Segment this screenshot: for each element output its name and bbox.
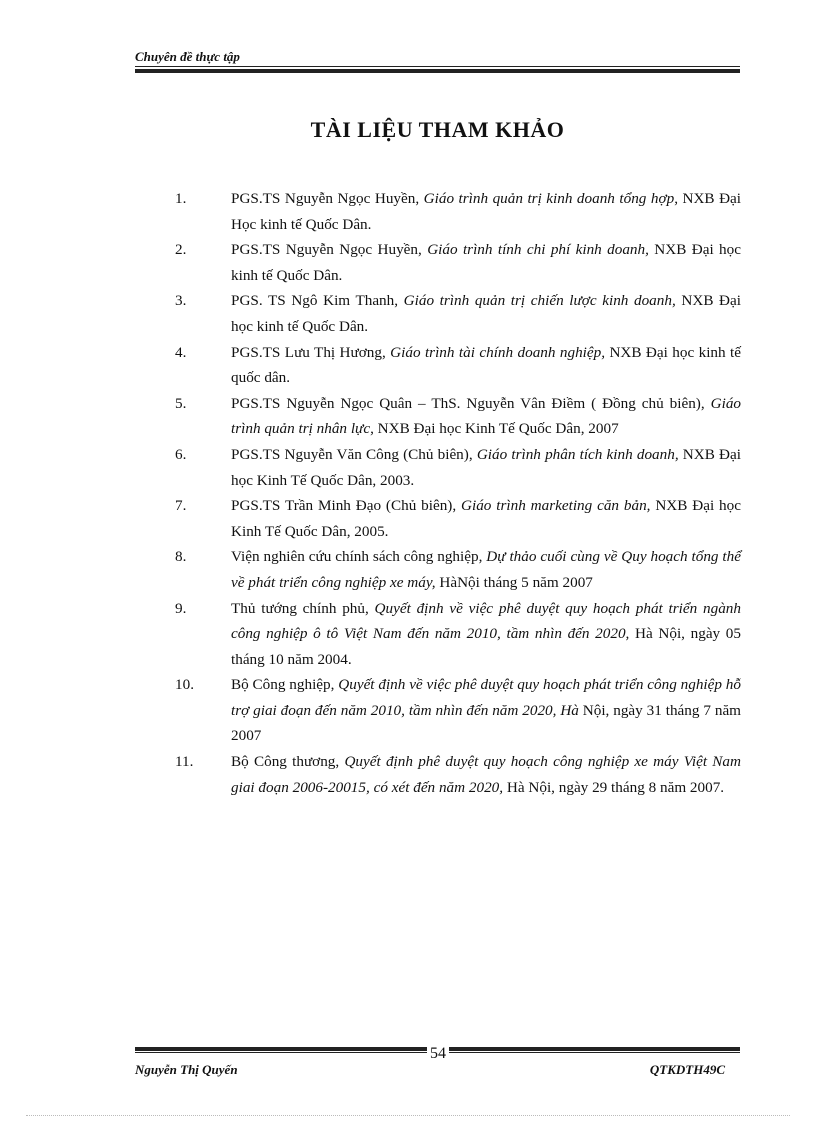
reference-work-title: Giáo trình quản trị kinh doanh tổng hợp [423,190,675,207]
reference-work-title: Giáo trình phân tích kinh doanh, [476,445,679,463]
reference-work-title: Quyết định phê duyệt quy hoạch công nghiệp xe máy Việt Nam giai đoạn 2006-20015, có xét đến năm 2020, [231,753,741,796]
reference-item [175,237,741,288]
reference-publisher: , NXB Đại học Kinh Tế Quốc Dân, 2007 [370,420,619,438]
page-header [135,49,740,73]
reference-text [231,672,741,749]
reference-author: PGS.TS Lưu Thị Hương, [231,343,391,361]
reference-author: PGS.TS Nguyễn Văn Công (Chủ biên), [231,445,477,463]
reference-text [231,442,741,493]
reference-text [231,288,741,339]
reference-author: Viện nghiên cứu chính sách công nghiệp, [231,548,487,566]
reference-text [231,493,741,544]
reference-publisher: , NXB Đại Học kinh tế Quốc Dân. [231,190,741,233]
reference-number: 1. [175,190,187,207]
reference-text [231,237,741,288]
reference-item [175,288,741,339]
reference-text [231,186,741,237]
reference-number: 8. [175,548,187,566]
reference-publisher: Hà Nội, ngày 29 tháng 8 năm 2007. [503,778,725,796]
reference-item [175,749,741,800]
reference-publisher: NXB Đại học Kinh Tế Quốc Dân, 2005. [231,497,741,540]
reference-number: 11. [175,753,194,771]
page-number: 54 [427,1045,449,1063]
reference-author: Bộ Công nghiệp, [231,676,339,694]
reference-item [175,493,741,544]
reference-work-title: Giáo trình marketing căn bản, [461,497,651,515]
page-title: TÀI LIỆU THAM KHẢO [310,117,565,142]
reference-author: Thủ tướng chính phủ, [231,599,375,617]
reference-number: 3. [175,292,187,310]
reference-number: 6. [175,445,187,463]
reference-item [175,186,741,237]
reference-text [231,340,741,391]
reference-publisher: NXB Đại học Kinh Tế Quốc Dân, 2003. [231,445,741,489]
reference-work-title: Giáo trình tính chi phí kinh doanh, [427,241,649,259]
reference-number: 7. [175,497,187,515]
page-bottom-border [26,1115,790,1116]
reference-number: 2. [175,241,187,259]
reference-work-title: Giáo trình tài chính doanh nghiệp, [390,343,606,361]
reference-text [231,596,741,673]
page-footer [135,1047,740,1075]
reference-item [175,391,741,442]
reference-publisher: Nội, ngày 31 tháng 7 năm 2007 [231,701,742,745]
reference-author: PGS. TS Ngô Kim Thanh, [231,292,404,310]
header-rule-thin [135,66,740,67]
reference-item [175,340,741,391]
reference-text [231,391,741,442]
reference-number: 4. [175,343,187,361]
reference-author: PGS.TS Nguyễn Ngọc Huyền, [231,190,424,207]
reference-publisher: HàNội tháng 5 năm 2007 [435,573,593,591]
footer-class-code: QTKDTH49C [649,1062,725,1077]
reference-list [175,186,741,800]
reference-publisher: NXB Đại học kinh tế Quốc Dân. [231,292,741,335]
reference-work-title: Dự thảo cuối cùng về Quy hoạch tổng thể về phát triển công nghiệp xe máy, [231,548,741,591]
reference-text [231,749,741,800]
reference-publisher: NXB Đại học kinh tế Quốc Dân. [231,241,741,284]
reference-number: 10. [175,676,194,694]
reference-number: 9. [175,599,187,617]
reference-work-title: Giáo trình quản trị nhân lực [231,394,741,438]
reference-work-title: Quyết định về việc phê duyệt quy hoạch phát triển công nghiệp hỗ trợ giai đoạn đến năm 2010, tầm nhìn đến năm 2020, Hà [231,676,741,719]
reference-item [175,442,741,493]
footer-author: Nguyễn Thị Quyến [135,1062,238,1077]
header-rule-thick [135,69,740,73]
reference-publisher: NXB Đại học kinh tế quốc dân. [231,343,741,387]
reference-author: PGS.TS Nguyễn Ngọc Quân – ThS. Nguyễn Vân Điềm ( Đồng chủ biên), [231,394,711,412]
reference-publisher: Hà Nội, ngày 05 tháng 10 năm 2004. [231,625,741,668]
reference-work-title: Giáo trình quản trị chiến lược kinh doanh, [403,292,676,310]
reference-author: Bộ Công thương, [231,753,345,771]
header-title: Chuyên đề thực tập [135,49,240,64]
reference-text [231,544,741,595]
reference-item [175,544,741,595]
reference-item [175,596,741,673]
reference-number: 5. [175,394,187,412]
reference-author: PGS.TS Nguyễn Ngọc Huyền, [231,241,428,259]
reference-work-title: Quyết định về việc phê duyệt quy hoạch phát triển ngành công nghiệp ô tô Việt Nam đến năm 2010, tầm nhìn đến 2020, [231,599,741,643]
reference-item [175,672,741,749]
reference-author: PGS.TS Trần Minh Đạo (Chủ biên), [231,497,462,515]
